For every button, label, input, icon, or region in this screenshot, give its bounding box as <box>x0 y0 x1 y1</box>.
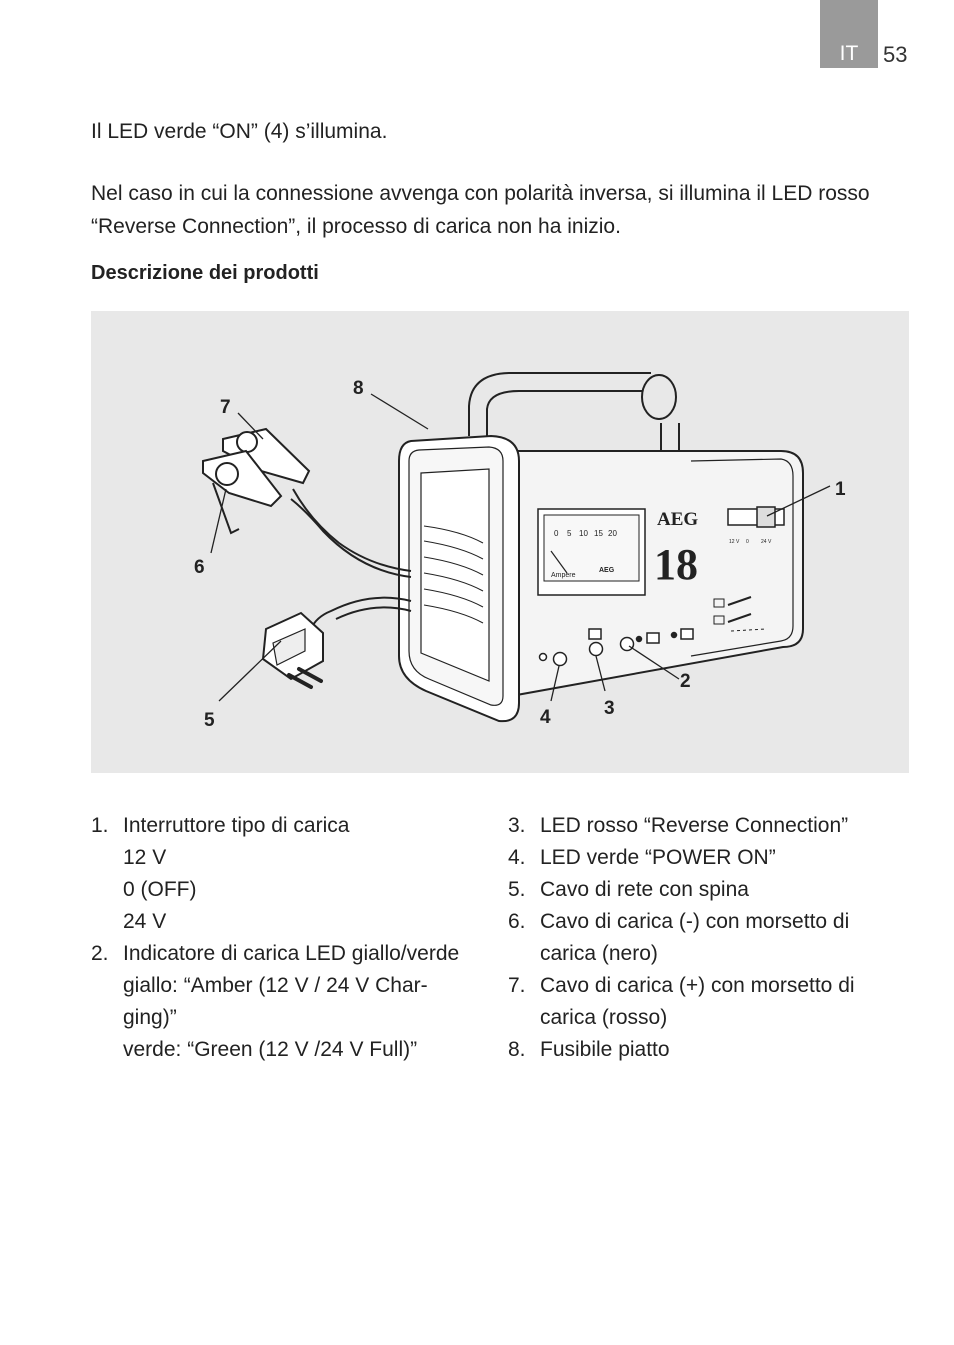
product-figure <box>91 311 909 773</box>
amber-icon <box>647 633 659 643</box>
legend-line: LED rosso “Reverse Connection” <box>540 814 849 837</box>
legend-line: Indicatore di carica LED giallo/verde <box>123 942 460 965</box>
brand-model <box>654 509 698 589</box>
charger-illustration <box>91 311 909 773</box>
legend-item-number: 5. <box>508 878 526 901</box>
callout-5: 5 <box>204 710 215 731</box>
legend-line: Cavo di carica (-) con morsetto di <box>540 910 850 933</box>
callout-6: 6 <box>194 557 205 578</box>
callout-8: 8 <box>353 378 364 399</box>
charge-clamps <box>203 429 411 577</box>
legend-item <box>508 874 908 906</box>
legend-line: 24 V <box>123 910 167 933</box>
legend-item <box>508 970 908 1034</box>
legend-item-number: 2. <box>91 942 109 965</box>
svg-text:24 V: 24 V <box>761 539 772 545</box>
callout-1: 1 <box>835 479 846 500</box>
legend-item <box>508 842 908 874</box>
meter-unit: Ampere <box>551 572 576 579</box>
brand-logo: AEG <box>657 509 699 530</box>
legend-item <box>508 810 908 842</box>
intro-paragraph-1: Il LED verde “ON” (4) s’illumina. <box>91 120 388 143</box>
legend-item <box>91 938 491 1066</box>
legend-item-number: 3. <box>508 814 526 837</box>
reverse-icon <box>589 629 601 639</box>
legend-line: LED verde “POWER ON” <box>540 846 776 869</box>
legend-column-1 <box>91 810 491 1066</box>
legend-item-number: 8. <box>508 1038 526 1061</box>
front-frame <box>399 436 519 721</box>
legend-item-number: 7. <box>508 974 526 997</box>
mains-plug <box>263 598 411 687</box>
legend-item-number: 4. <box>508 846 526 869</box>
legend-line: giallo: “Amber (12 V / 24 V Char- <box>123 974 428 997</box>
legend-item-number: 1. <box>91 814 109 837</box>
callout-2: 2 <box>680 671 691 692</box>
model-number: 18 <box>654 540 698 589</box>
meter-tick-0: 0 <box>554 529 559 538</box>
legend-column-2 <box>508 810 908 1066</box>
meter-tick-15: 15 <box>594 529 603 538</box>
reverse-led <box>590 643 603 656</box>
meter-tick-5: 5 <box>567 529 572 538</box>
callout-7: 7 <box>220 397 231 418</box>
language-tab <box>820 0 878 68</box>
legend-line: Interruttore tipo di carica <box>123 814 350 837</box>
legend-item <box>91 810 491 938</box>
legend-line: Fusibile piatto <box>540 1038 670 1061</box>
meter-tick-10: 10 <box>579 529 588 538</box>
section-title: Descrizione dei prodotti <box>91 262 319 284</box>
meter-tick-20: 20 <box>608 529 617 538</box>
legend-line: 12 V <box>123 846 167 869</box>
legend-line: Cavo di carica (+) con morsetto di <box>540 974 855 997</box>
page-number: 53 <box>883 42 908 67</box>
language-label: IT <box>839 42 859 65</box>
svg-text:0: 0 <box>746 539 749 545</box>
legend-line: carica (rosso) <box>540 1006 668 1029</box>
legend-line: ging)” <box>123 1006 177 1029</box>
power-mark <box>540 654 547 661</box>
legend-item <box>508 906 908 970</box>
green-icon <box>681 629 693 639</box>
svg-text:12 V: 12 V <box>729 539 740 545</box>
legend-item <box>508 1034 908 1066</box>
intro-paragraph-2: Nel caso in cui la connessione avvenga con polarità inversa, si illumina il LED rosso “Reverse Connection”, il processo di carica non ha inizio. <box>91 182 870 238</box>
callout-4: 4 <box>540 707 551 728</box>
callout-3: 3 <box>604 698 615 719</box>
power-led <box>554 653 567 666</box>
charge-led <box>621 638 634 651</box>
legend-line: verde: “Green (12 V /24 V Full)” <box>123 1038 418 1061</box>
legend-line: carica (nero) <box>540 942 658 965</box>
legend-line: 0 (OFF) <box>123 878 197 901</box>
legend-line: Cavo di rete con spina <box>540 878 749 901</box>
ammeter <box>538 509 645 595</box>
meter-brand: AEG <box>599 567 615 574</box>
legend-item-number: 6. <box>508 910 526 933</box>
